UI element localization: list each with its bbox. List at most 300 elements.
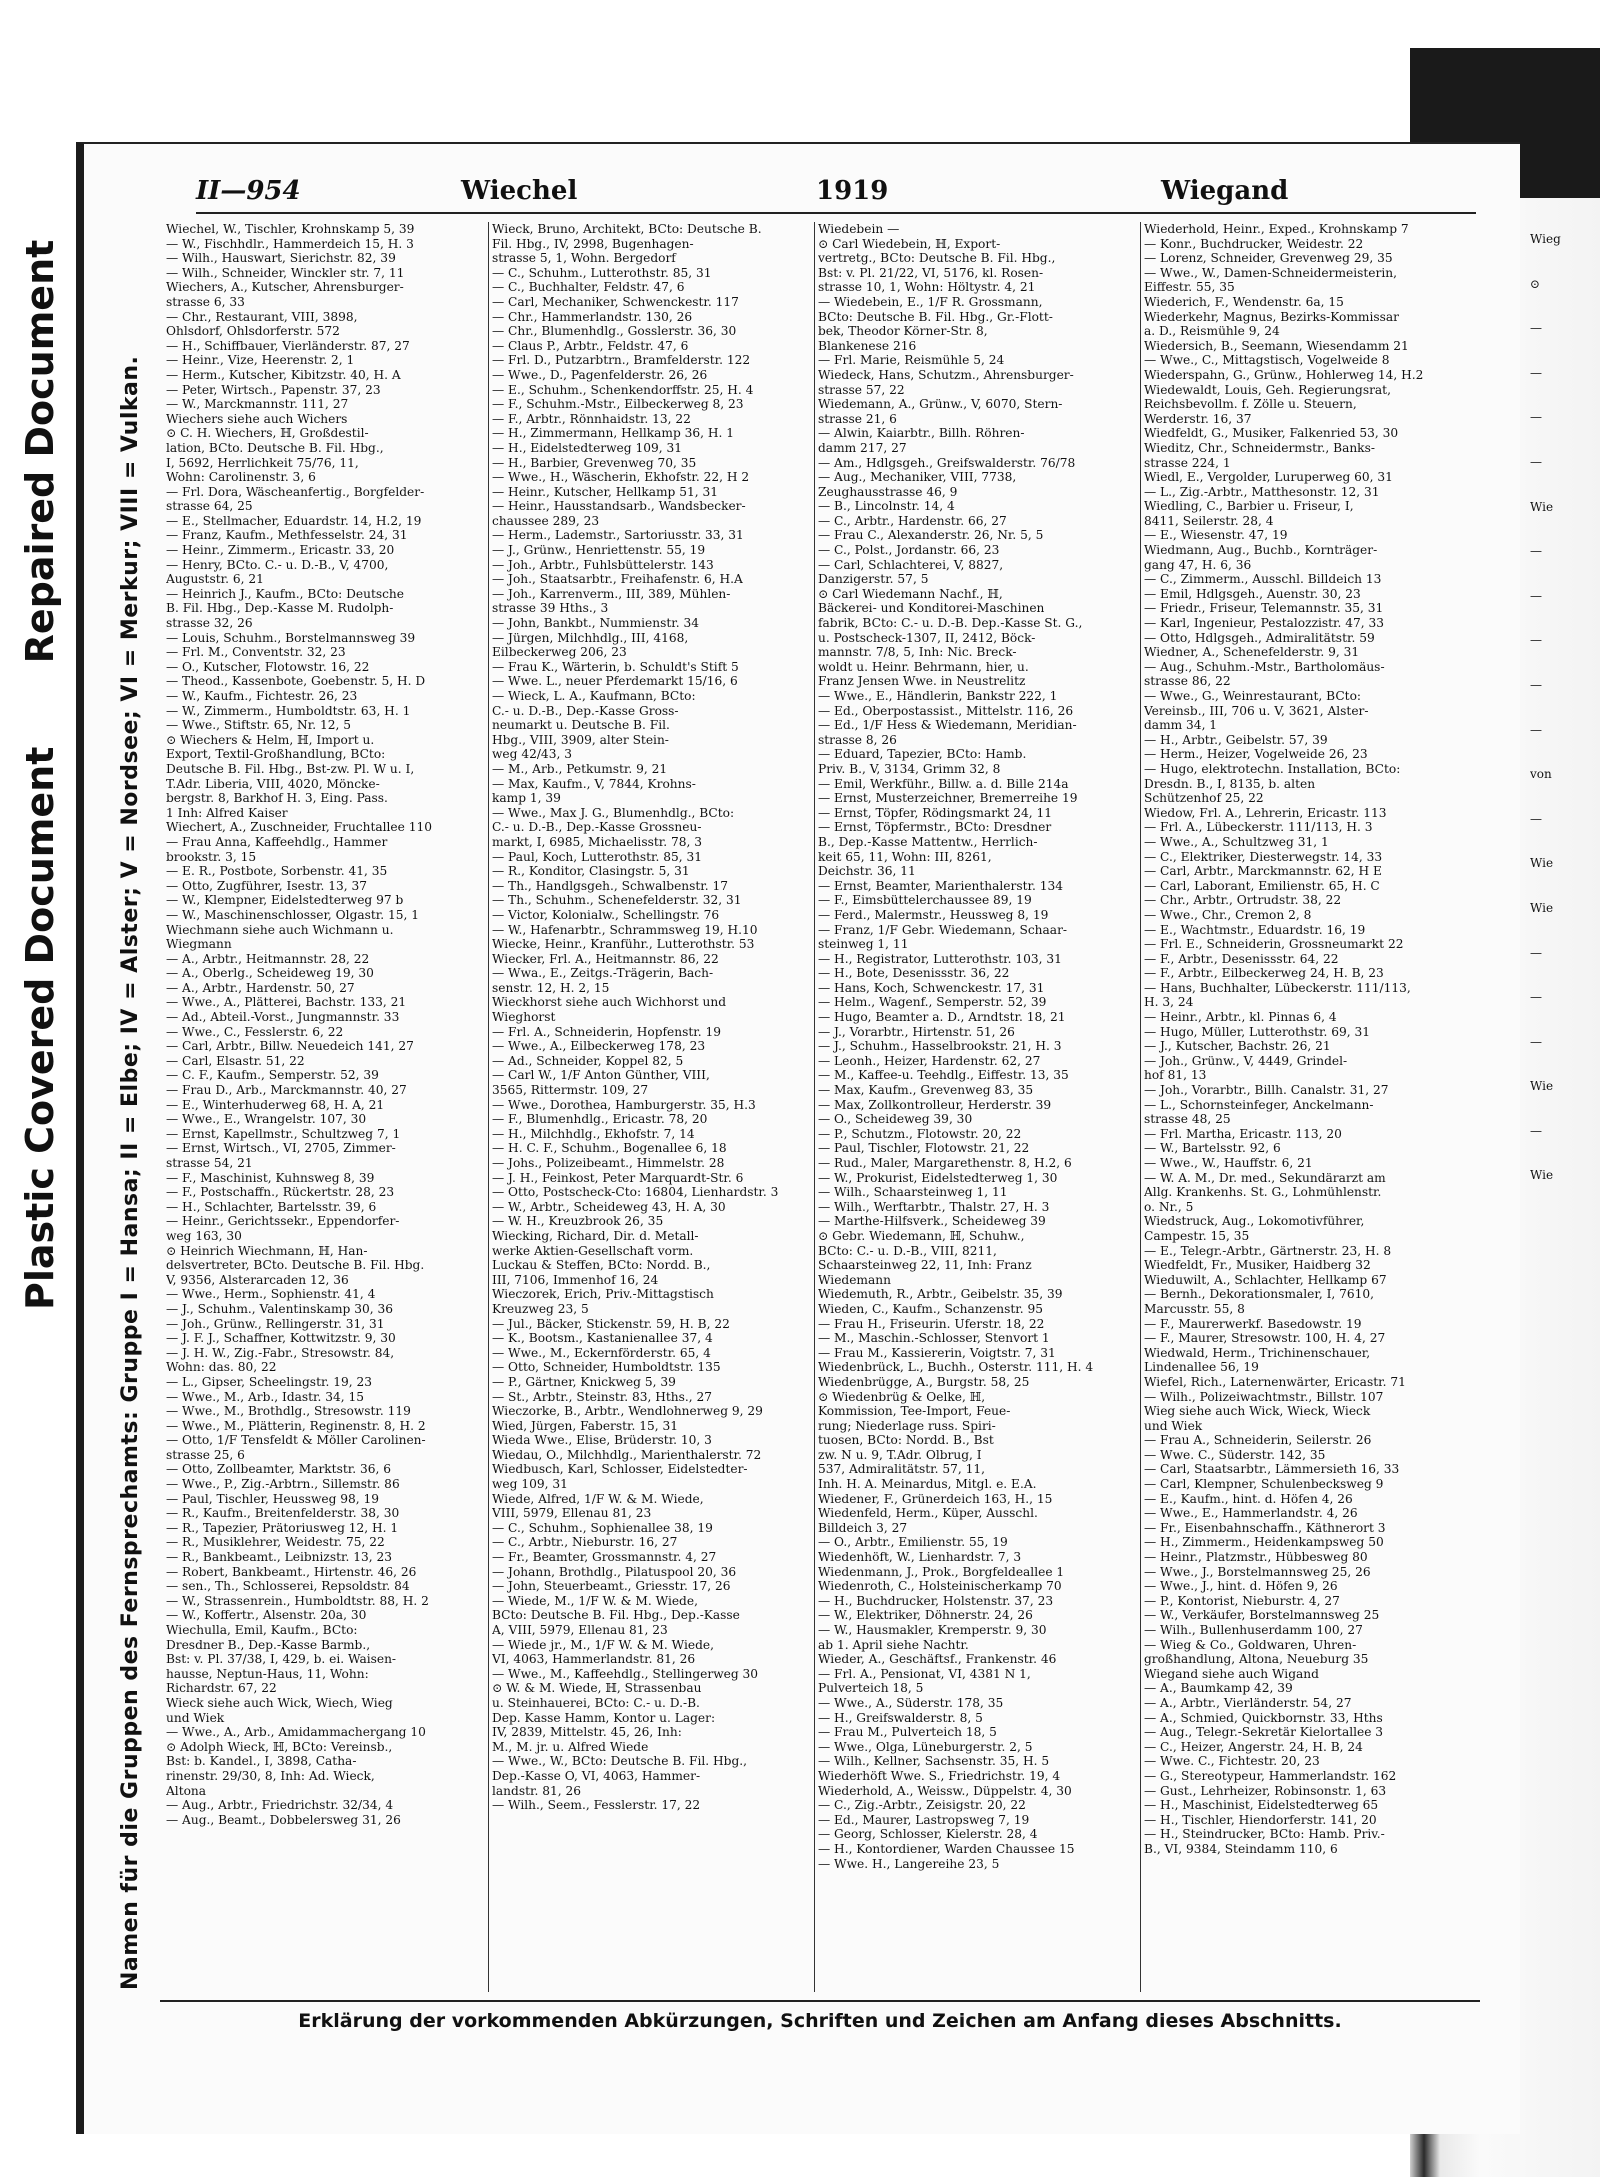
directory-entry: — A., Arbtr., Heitmannstr. 28, 22 [166,951,370,966]
directory-entry: B., VI, 9384, Steindamm 110, 6 [1144,1841,1338,1856]
directory-entry: delsvertreter, BCto. Deutsche B. Fil. Hbg. [166,1258,425,1273]
next-page-fragment: — [1530,365,1542,380]
directory-entry: — E., Kaufm., hint. d. Höfen 4, 26 [1144,1491,1353,1506]
directory-entry: — H., Steindrucker, BCto: Hamb. Priv.- [1144,1827,1385,1842]
directory-entry: — R., Tapezier, Prätoriusweg 12, H. 1 [166,1520,399,1535]
directory-entry: — Marthe-Hilfsverk., Scheideweg 39 [818,1214,1046,1229]
directory-entry: — W., Strassenrein., Humboldtstr. 88, H. 2 [166,1593,429,1608]
directory-entry: Wiedenbrück, L., Buchh., Osterstr. 111, H. 4 [818,1360,1094,1375]
directory-entry: Wiecking, Richard, Dir. d. Metall- [492,1228,699,1243]
directory-entry: steinweg 1, 11 [818,937,909,952]
directory-entry: strasse 25, 6 [166,1447,245,1462]
directory-entry: — F., Arbtr., Eilbeckerweg 24, H. B, 23 [1144,966,1384,981]
directory-entry: — C., Arbtr., Nieburstr. 16, 27 [492,1535,678,1550]
directory-entry: — Max, Kaufm., V, 7844, Krohns- [492,776,696,791]
directory-entry: — J., Vorarbtr., Hirtenstr. 51, 26 [818,1024,1015,1039]
next-page-fragment: — [1530,454,1542,469]
directory-entry: — Ad., Schneider, Koppel 82, 5 [492,1053,684,1068]
next-page-fragment: Wie [1530,856,1554,871]
directory-entry: Wiedl, E., Vergolder, Luruperweg 60, 31 [1144,470,1393,485]
directory-entry: — Paul, Tischler, Flotowstr. 21, 22 [818,1141,1030,1156]
directory-entry: hof 81, 13 [1144,1068,1207,1083]
directory-entry: — Wiede jr., M., 1/F W. & M. Wiede, [492,1637,714,1652]
directory-entry: — L., Zig.-Arbtr., Matthesonstr. 12, 31 [1144,484,1380,499]
directory-entry: — H., Milchhdlg., Ekhofstr. 7, 14 [492,1126,695,1141]
directory-entry: — Eduard, Tapezier, BCto: Hamb. [818,747,1027,762]
directory-entry: — F., Postschaffn., Rückertstr. 28, 23 [166,1185,395,1200]
directory-entry: strasse 39 Hths., 3 [492,601,609,616]
directory-entry: — Carl, Mechaniker, Schwenckestr. 117 [492,294,739,309]
directory-entry: Wieg siehe auch Wick, Wieck, Wieck [1144,1404,1371,1419]
directory-entry: — Claus P., Arbtr., Feldstr. 47, 6 [492,338,689,353]
directory-entry: — Chr., Restaurant, VIII, 3898, [166,309,358,324]
directory-entry: Wieder, A., Geschäftsf., Frankenstr. 46 [818,1652,1057,1667]
directory-entry: — W., Arbtr., Scheideweg 43, H. A, 30 [492,1199,726,1214]
directory-entry: Wieda Wwe., Elise, Brüderstr. 10, 3 [492,1433,712,1448]
directory-entry: neumarkt u. Deutsche B. Fil. [492,718,670,733]
directory-entry: — J., Schuhm., Hasselbrookstr. 21, H. 3 [818,1039,1062,1054]
directory-entry: H. 3, 24 [1144,995,1194,1010]
directory-entry: — Joh., Grünw., Rellingerstr. 31, 31 [166,1316,385,1331]
directory-entry: — Frl. Marie, Reismühle 5, 24 [818,353,1005,368]
directory-entry: Blankenese 216 [818,338,917,353]
directory-entry: — J. H. W., Zig.-Fabr., Stresowstr. 84, [166,1345,395,1360]
directory-entry: — Wwe., A., Eilbeckerweg 178, 23 [492,1039,706,1054]
directory-entry: — C., Zig.-Arbtr., Zeisigstr. 20, 22 [818,1798,1026,1813]
directory-entry: — Ferd., Malermstr., Heussweg 8, 19 [818,907,1049,922]
directory-entry: Lindenallee 56, 19 [1144,1360,1259,1375]
directory-entry: BCto: Deutsche B. Fil. Hbg., Gr.-Flott- [818,309,1053,324]
directory-entry: Wieck siehe auch Wick, Wiech, Wieg [166,1695,393,1710]
directory-entry: — F., Eimsbüttelerchaussee 89, 19 [818,893,1032,908]
directory-entry: — P., Schutzm., Flotowstr. 20, 22 [818,1126,1022,1141]
directory-entry: Vereinsb., III, 706 u. V, 3621, Alster- [1144,703,1369,718]
directory-entry: — Heinr., Arbtr., kl. Pinnas 6, 4 [1144,1010,1337,1025]
directory-entry: — Johann, Brothdlg., Pilatuspool 20, 36 [492,1564,737,1579]
column-3 [818,222,1136,1987]
directory-entry: — H., Zimmerm., Heidenkampsweg 50 [1144,1535,1384,1550]
directory-entry: strasse 57, 22 [818,382,905,397]
directory-entry: — Wwe., M., Plätterin, Reginenstr. 8, H. 2 [166,1418,426,1433]
directory-entry: — Herm., Kutscher, Kibitzstr. 40, H. A [166,367,401,382]
directory-entry: — F., Maschinist, Kuhnsweg 8, 39 [166,1170,375,1185]
directory-entry: — Bernh., Dekorationsmaler, I, 7610, [1144,1287,1375,1302]
next-page-fragment: von [1530,767,1552,782]
directory-entry: Wiedbusch, Karl, Schlosser, Eidelstedter- [492,1462,748,1477]
directory-entry: Wiedenfeld, Herm., Küper, Ausschl. [818,1506,1038,1521]
directory-entry: — Leonh., Heizer, Hardenstr. 62, 27 [818,1053,1041,1068]
directory-entry: — Wwe., Dorothea, Hamburgerstr. 35, H.3 [492,1097,756,1112]
directory-entry: — Wwe., C., Mittagstisch, Vogelweide 8 [1144,353,1390,368]
directory-entry: — Wwe., J., Borstelmannsweg 25, 26 [1144,1564,1371,1579]
directory-entry: — W., Marckmannstr. 111, 27 [166,397,349,412]
directory-entry: weg 109, 31 [492,1477,568,1492]
next-page-fragment: — [1530,945,1542,960]
directory-entry: Wieczorke, B., Arbtr., Wendlohnerweg 9, 29 [492,1404,763,1419]
directory-entry: — Wwe. C., Süderstr. 142, 35 [1144,1447,1326,1462]
directory-entry: — H., Greifswalderstr. 8, 5 [818,1710,983,1725]
directory-entry: — M., Kaffee-u. Teehdlg., Eiffestr. 13, 35 [818,1068,1069,1083]
directory-entry: rung; Niederlage russ. Spiri- [818,1418,996,1433]
directory-entry: landstr. 81, 26 [492,1783,581,1798]
header-from-name: Wiechel [461,176,578,206]
directory-entry: — C., Arbtr., Hardenstr. 66, 27 [818,513,1007,528]
directory-entry: Wohn: das. 80, 22 [166,1360,277,1375]
directory-entry: BCto: C.- u. D.-B., VIII, 8211, [818,1243,997,1258]
directory-entry: — John, Bankbt., Nummienstr. 34 [492,616,699,631]
directory-entry: Wiedow, Frl. A., Lehrerin, Ericastr. 113 [1144,805,1387,820]
directory-entry: — Aug., Mechaniker, VIII, 7738, [818,470,1017,485]
directory-entry: Fil. Hbg., IV, 2998, Bugenhagen- [492,236,694,251]
page-number: II—954 [196,176,301,206]
directory-entry: — Wilh., Schneider, Winckler str. 7, 11 [166,265,405,280]
directory-entry: — Carl, Schlachterei, V, 8827, [818,557,1004,572]
next-page-fragment: — [1530,811,1542,826]
directory-entry: — Ernst, Töpfer, Rödingsmarkt 24, 11 [818,805,1052,820]
directory-entry: 3565, Rittermstr. 109, 27 [492,1083,649,1098]
column-rule [488,222,489,1992]
directory-entry: Luckau & Steffen, BCto: Nordd. B., [492,1258,711,1273]
directory-entry: ⊙ C. H. Wiechers, ℍ, Großdestil- [166,426,369,441]
directory-entry: — Carl, Elsastr. 51, 22 [166,1053,305,1068]
directory-entry: ⊙ Wiedenbrüg & Oelke, ℍ, [818,1389,986,1404]
directory-entry: I, 5692, Herrlichkeit 75/76, 11, [166,455,359,470]
column-rule [814,222,815,1992]
directory-entry: — Frau M., Pulverteich 18, 5 [818,1725,997,1740]
directory-entry: V, 9356, Alsterarcaden 12, 36 [166,1272,349,1287]
directory-entry: u. Steinhauerei, BCto: C.- u. D.-B. [492,1695,700,1710]
next-page-fragment: — [1530,633,1542,648]
directory-entry: Wieckhorst siehe auch Wichhorst und [492,995,727,1010]
spine-labels [18,110,62,1310]
directory-entry: mannstr. 7/8, 5, Inh: Nic. Breck- [818,645,1017,660]
directory-entry: — Helm., Wagenf., Semperstr. 52, 39 [818,995,1047,1010]
directory-entry: Wiechers, A., Kutscher, Ahrensburger- [166,280,404,295]
directory-entry: — Ernst, Kapellmstr., Schultzweg 7, 1 [166,1126,401,1141]
directory-entry: — A., Schmied, Quickbornstr. 33, Hths [1144,1710,1383,1725]
directory-entry: — Emil, Hdlgsgeh., Auenstr. 30, 23 [1144,586,1361,601]
directory-entry: — H., Arbtr., Geibelstr. 57, 39 [1144,732,1328,747]
directory-entry: — W. A. M., Dr. med., Sekundärarzt am [1144,1170,1386,1185]
directory-entry: — Frau M., Kassiererin, Voigtstr. 7, 31 [818,1345,1056,1360]
directory-entry: — Jürgen, Milchhdlg., III, 4168, [492,630,689,645]
directory-entry: weg 42/43, 3 [492,747,572,762]
directory-entry: ⊙ Adolph Wieck, ℍ, BCto: Vereinsb., [166,1739,393,1754]
directory-entry: — Frl. D., Putzarbtrn., Bramfelderstr. 122 [492,353,751,368]
directory-entry: Wiedener, F., Grünerdeich 163, H., 15 [818,1491,1053,1506]
directory-entry: — Wilh., Seem., Fesslerstr. 17, 22 [492,1798,701,1813]
directory-entry: — Frl. M., Conventstr. 32, 23 [166,645,346,660]
directory-entry: — W., Hafenarbtr., Schrammsweg 19, H.10 [492,922,758,937]
directory-entry: — Carl, Arbtr., Billw. Neuedeich 141, 27 [166,1039,414,1054]
directory-entry: — Aug., Beamt., Dobbelersweg 31, 26 [166,1812,401,1827]
directory-entry: — E. R., Postbote, Sorbenstr. 41, 35 [166,864,388,879]
directory-entry: — J., Grünw., Henriettenstr. 55, 19 [492,543,706,558]
directory-entry: — Wwe., Herm., Sophienstr. 41, 4 [166,1287,376,1302]
directory-entry: — Wwe., D., Pagenfelderstr. 26, 26 [492,367,708,382]
directory-entry: Deutsche B. Fil. Hbg., Bst-zw. Pl. W u. I, [166,761,415,776]
directory-entry: — Otto, Schneider, Humboldtstr. 135 [492,1360,721,1375]
directory-entry: Dresdner B., Dep.-Kasse Barmb., [166,1637,371,1652]
directory-entry: Wiedeck, Hans, Schutzm., Ahrensburger- [818,367,1074,382]
directory-entry: strasse 8, 26 [818,732,897,747]
directory-entry: — Joh., Karrenverm., III, 389, Mühlen- [492,586,731,601]
directory-entry: Bst: b. Kandel., I, 3898, Catha- [166,1754,357,1769]
directory-entry: — J. F. J., Schaffner, Kottwitzstr. 9, 30 [166,1331,396,1346]
directory-entry: Wiederspahn, G., Grünw., Hohlerweg 14, H.2 [1144,367,1424,382]
directory-entry: — Gust., Lehrheizer, Robinsonstr. 1, 63 [1144,1783,1387,1798]
directory-entry: — B., Lincolnstr. 14, 4 [818,499,955,514]
directory-entry: und Wiek [1144,1418,1203,1433]
directory-entry: Marcusstr. 55, 8 [1144,1301,1245,1316]
directory-entry: — Wwe., G., Weinrestaurant, BCto: [1144,689,1362,703]
directory-entry: Pulverteich 18, 5 [818,1681,924,1696]
directory-entry: — Rud., Maler, Margarethenstr. 8, H.2, 6 [818,1156,1072,1170]
directory-entry: vertretg., BCto: Deutsche B. Fil. Hbg., [818,251,1056,266]
directory-entry: — H., Schiffbauer, Vierländerstr. 87, 27 [166,338,410,353]
directory-entry: — C. F., Kaufm., Semperstr. 52, 39 [166,1068,379,1083]
directory-entry: — Joh., Grünw., V, 4449, Grindel- [1144,1053,1348,1068]
directory-entry: — Otto, Zugführer, Isestr. 13, 37 [166,878,367,893]
directory-entry: — Robert, Bankbeamt., Hirtenstr. 46, 26 [166,1564,417,1579]
directory-entry: 8411, Seilerstr. 28, 4 [1144,513,1274,528]
directory-entry: IV, 2839, Mittelstr. 45, 26, Inh: [492,1725,682,1740]
directory-entry: — Wwe., A., Arb., Amidammachergang 10 [166,1725,426,1740]
directory-entry: Bäckerei- und Konditorei-Maschinen [818,601,1045,616]
directory-entry: — W. H., Kreuzbrook 26, 35 [492,1214,664,1229]
directory-entry: — Hugo, Müller, Lutterothstr. 69, 31 [1144,1024,1371,1039]
directory-entry: — W., Zimmerm., Humboldtstr. 63, H. 1 [166,703,411,718]
directory-entry: Wiedfeldt, G., Musiker, Falkenried 53, 30 [1144,426,1399,441]
directory-entry: Priv. B., V, 3134, Grimm 32, 8 [818,761,1001,776]
directory-entry: kamp 1, 39 [492,791,561,806]
directory-entry: — H. C. F., Schuhm., Bogenallee 6, 18 [492,1141,727,1156]
directory-entry: — Carl, Klempner, Schulenbecksweg 9 [1144,1477,1384,1492]
directory-entry: — Carl, Arbtr., Marckmannstr. 62, H E [1144,864,1382,879]
directory-entry: Bst: v. Pl. 21/22, VI, 5176, kl. Rosen- [818,265,1044,280]
directory-entry: — M., Arb., Petkumstr. 9, 21 [492,761,668,776]
directory-entry: Kreuzweg 23, 5 [492,1301,589,1316]
directory-entry: — Otto, 1/F Tensfeldt & Möller Carolinen- [166,1433,426,1448]
directory-entry: — H., Tischler, Hiendorferstr. 141, 20 [1144,1812,1377,1827]
directory-entry: damm 217, 27 [818,440,907,455]
directory-entry: strasse 32, 26 [166,616,253,631]
directory-entry: gang 47, H. 6, 36 [1144,557,1252,572]
directory-entry: Hbg., VIII, 3909, alter Stein- [492,732,669,747]
directory-entry: und Wiek [166,1710,225,1725]
next-page-fragment: — [1530,1034,1542,1049]
directory-entry: — Wwe., M., Arb., Idastr. 34, 15 [166,1389,365,1404]
directory-entry: — Heinr., Zimmerm., Ericastr. 33, 20 [166,543,395,558]
directory-entry: — Hans, Buchhalter, Lübeckerstr. 111/113, [1144,980,1411,995]
directory-entry: — Wwe., M., Eckernförderstr. 65, 4 [492,1345,711,1360]
next-page-fragment: — [1530,588,1542,603]
directory-entry: weg 163, 30 [166,1228,242,1243]
directory-entry: Bst: v. Pl. 37/38, I, 429, b. ei. Waisen- [166,1652,397,1667]
directory-entry: BCto: Deutsche B. Fil. Hbg., Dep.-Kasse [492,1608,740,1623]
directory-entry: — A., Arbtr., Vierländerstr. 54, 27 [1144,1695,1352,1710]
directory-entry: ab 1. April siehe Nachtr. [818,1637,969,1652]
directory-entry: bek, Theodor Körner-Str. 8, [818,324,988,339]
directory-entry: — F., Schuhm.-Mstr., Eilbeckerweg 8, 23 [492,397,744,412]
directory-entry: ⊙ Carl Wiedemann Nachf., ℍ, [818,586,1003,601]
directory-entry: — E., Winterhuderweg 68, H. A, 21 [166,1097,385,1112]
directory-entry: — Wilh., Schaarsteinweg 1, 11 [818,1185,1008,1200]
directory-entry: 1 Inh: Alfred Kaiser [166,805,288,820]
directory-entry: — E., Wachtmstr., Eduardstr. 16, 19 [1144,922,1366,937]
directory-entry: — Frau C., Alexanderstr. 26, Nr. 5, 5 [818,528,1044,543]
directory-entry: — Wwe., W., BCto: Deutsche B. Fil. Hbg., [492,1754,748,1769]
directory-entry: — Carl, Staatsarbtr., Lämmersieth 16, 33 [1144,1462,1400,1477]
directory-entry: — Wwa., E., Zeitgs.-Trägerin, Bach- [492,966,714,981]
directory-entry: hausse, Neptun-Haus, 11, Wohn: [166,1666,369,1681]
directory-entry: — R., Konditor, Clasingstr. 5, 31 [492,864,690,879]
directory-entry: — Wiede, M., 1/F W. & M. Wiede, [492,1593,698,1608]
directory-entry: — Wiedebein, E., 1/F R. Grossmann, [818,294,1043,309]
directory-entry: — P., Gärtner, Knickweg 5, 39 [492,1374,676,1389]
directory-entry: — H., Bote, Desenissstr. 36, 22 [818,966,1010,981]
directory-entry: a. D., Reismühle 9, 24 [1144,324,1280,339]
directory-entry: — Herm., Lademstr., Sartoriusstr. 33, 31 [492,528,744,543]
directory-entry: — Herm., Heizer, Vogelweide 26, 23 [1144,747,1368,762]
directory-entry: Wiedemuth, R., Arbtr., Geibelstr. 35, 39 [818,1287,1063,1302]
directory-entry: ⊙ Carl Wiedebein, ℍ, Export- [818,236,1001,251]
directory-entry: — Wwe., A., Schultzweg 31, 1 [1144,834,1329,849]
directory-entry: — L., Gipser, Scheelingstr. 19, 23 [166,1374,372,1389]
directory-entry: — Louis, Schuhm., Borstelmannsweg 39 [166,630,416,645]
directory-entry: — Aug., Telegr.-Sekretär Kielortallee 3 [1144,1725,1384,1740]
directory-entry: strasse 6, 33 [166,294,245,309]
directory-entry: — Wwe. H., Langereihe 23, 5 [818,1856,1000,1871]
directory-entry: — C., Heizer, Angerstr. 24, H. B, 24 [1144,1739,1363,1754]
directory-entry: Wiedfeldt, Fr., Musiker, Haidberg 32 [1144,1258,1371,1273]
directory-entry: Dep. Kasse Hamm, Kontor u. Lager: [492,1710,716,1725]
directory-entry: — Ernst, Musterzeichner, Bremerreihe 19 [818,791,1078,806]
directory-entry: — Peter, Wirtsch., Papenstr. 37, 23 [166,382,381,397]
directory-entry: — Ernst, Wirtsch., VI, 2705, Zimmer- [166,1141,396,1156]
directory-entry: — Am., Hdlgsgeh., Greifswalderstr. 76/78 [818,455,1076,470]
directory-entry: — C., Elektriker, Diesterwegstr. 14, 33 [1144,849,1383,864]
next-page-fragment: — [1530,1123,1542,1138]
directory-entry: — Chr., Hammerlandstr. 130, 26 [492,309,693,324]
directory-entry: — Ed., Maurer, Lastropsweg 7, 19 [818,1812,1030,1827]
directory-entry: — O., Scheideweg 39, 30 [818,1112,973,1127]
directory-entry: — Otto, Zollbeamter, Marktstr. 36, 6 [166,1462,391,1477]
directory-entry: — Wwe., E., Hammerlandstr. 4, 26 [1144,1506,1358,1521]
directory-entry: — Hugo, elektrotechn. Installation, BCto: [1144,761,1401,776]
directory-entry: — Wilh., Bullenhuserdamm 100, 27 [1144,1623,1363,1637]
directory-entry: — Wwe., E., Wrangelstr. 107, 30 [166,1112,367,1127]
directory-entry: — Wwe., P., Zig.-Arbtrn., Sillemstr. 86 [166,1477,400,1492]
directory-entry: — Wwe. L., neuer Pferdemarkt 15/16, 6 [492,674,738,689]
directory-entry: Wiegand siehe auch Wigand [1144,1666,1319,1681]
directory-entry: — Joh., Vorarbtr., Billh. Canalstr. 31, 27 [1144,1083,1389,1098]
directory-entry: — Joh., Arbtr., Fuhlsbüttelerstr. 143 [492,557,714,572]
directory-entry: Wiederhold, Heinr., Exped., Krohnskamp 7 [1144,222,1409,236]
directory-entry: Dep.-Kasse O, VI, 4063, Hammer- [492,1768,701,1783]
directory-entry: Wiedwald, Herm., Trichinenschauer, [1144,1345,1371,1360]
directory-entry: — H., Eidelstedterweg 109, 31 [492,440,682,455]
directory-entry: Wiegmann [166,937,232,952]
directory-entry: — sen., Th., Schlosserei, Repsoldstr. 84 [166,1579,410,1594]
directory-entry: — Aug., Schuhm.-Mstr., Bartholomäus- [1144,659,1385,674]
directory-entry: — Frau A., Schneiderin, Seilerstr. 26 [1144,1433,1372,1448]
directory-entry: — W., Prokurist, Eidelstedterweg 1, 30 [818,1170,1058,1185]
next-page-fragment: — [1530,410,1542,425]
directory-entry: — Ed., Oberpostassist., Mittelstr. 116, 26 [818,703,1074,718]
next-page-fragment: Wieg [1530,232,1561,246]
directory-entry: — Frl. A., Lübeckerstr. 111/113, H. 3 [1144,820,1373,835]
column-rule [1140,222,1141,1992]
directory-entry: B., Dep.-Kasse Mattentw., Herrlich- [818,834,1038,849]
directory-entry: — Heinrich J., Kaufm., BCto: Deutsche [166,586,404,601]
directory-entry: Wieck, Bruno, Architekt, BCto: Deutsche B. [492,222,762,236]
directory-entry: VIII, 5979, Ellenau 81, 23 [492,1506,652,1521]
directory-entry: — E., Telegr.-Arbtr., Gärtnerstr. 23, H. 8 [1144,1243,1392,1258]
directory-entry: Wiedebein — [818,222,900,236]
directory-entry: Wiedenhöft, W., Lienhardstr. 7, 3 [818,1550,1022,1565]
directory-entry: — Heinr., Vize, Heerenstr. 2, 1 [166,353,355,368]
next-page-strip [1530,232,1590,1213]
directory-entry: — W., Elektriker, Döhnerstr. 24, 26 [818,1608,1033,1623]
directory-entry: strasse 10, 1, Wohn: Höltystr. 4, 21 [818,280,1036,295]
directory-entry: strasse 64, 25 [166,499,253,514]
directory-entry: — F., Arbtr., Rönnhaidstr. 13, 22 [492,411,691,426]
directory-entry: — Heinr., Hausstandsarb., Wandsbecker- [492,499,746,514]
directory-entry: fabrik, BCto: C.- u. D.-B. Dep.-Kasse St. G., [818,616,1083,631]
directory-entry: o. Nr., 5 [1144,1199,1194,1214]
directory-entry: — Th., Schuhm., Schenefelderstr. 32, 31 [492,893,742,908]
directory-entry: Wiedling, C., Barbier u. Friseur, I, [1144,499,1354,514]
directory-entry: rinenstr. 29/30, 8, Inh: Ad. Wieck, [166,1768,375,1783]
directory-entry: — R., Musiklehrer, Weidestr. 75, 22 [166,1535,385,1550]
directory-entry: — Wwe., E., Händlerin, Bankstr 222, 1 [818,689,1058,703]
header-year: 1919 [816,176,889,206]
directory-entry: markt, I, 6985, Michaelisstr. 78, 3 [492,834,702,849]
directory-entry: Wiedenmann, J., Prok., Borgfeldeallee 1 [818,1564,1065,1579]
next-page-fragment: ⊙ [1530,276,1541,291]
next-page-fragment: — [1530,990,1542,1005]
directory-entry: — M., Maschin.-Schlosser, Stenvort 1 [818,1331,1050,1346]
directory-entry: Allg. Krankenhs. St. G., Lohmühlenstr. [1144,1185,1382,1200]
directory-entry: — C., Polst., Jordanstr. 66, 23 [818,543,1000,558]
directory-entry: Wiedemann [818,1272,891,1287]
directory-entry: Wohn: Carolinenstr. 3, 6 [166,470,316,485]
directory-entry: Wieditz, Chr., Schneidermstr., Banks- [1144,440,1375,455]
directory-entry: Wiedemann, A., Grünw., V, 6070, Stern- [818,397,1063,412]
directory-entry: — Chr., Blumenhdlg., Gosslerstr. 36, 30 [492,324,737,339]
directory-entry: — J. H., Feinkost, Peter Marquardt-Str. 6 [492,1170,744,1185]
next-page-fragment: Wie [1530,499,1554,514]
directory-entry: woldt u. Heinr. Behrmann, hier, u. [818,659,1029,674]
directory-entry: — W., Klempner, Eidelstedterweg 97 b [166,893,404,908]
directory-entry: Richardstr. 67, 22 [166,1681,277,1696]
directory-entry: — Carl, Laborant, Emilienstr. 65, H. C [1144,878,1380,893]
directory-entry: — Wilh., Polizeiwachtmstr., Billstr. 107 [1144,1389,1384,1404]
directory-entry: — Frau K., Wärterin, b. Schuldt's Stift 5 [492,659,739,674]
directory-entry: keit 65, 11, Wohn: III, 8261, [818,849,992,864]
directory-entry: — Wwe., Stiftstr. 65, Nr. 12, 5 [166,718,351,733]
directory-entry: — E., Schuhm., Schenkendorffstr. 25, H. 4 [492,382,754,397]
directory-entry: — H., Schlachter, Bartelsstr. 39, 6 [166,1199,377,1214]
directory-entry: strasse 48, 25 [1144,1112,1231,1127]
directory-entry: Werderstr. 16, 37 [1144,411,1252,426]
directory-entry: Wiederich, F., Wendenstr. 6a, 15 [1144,294,1344,309]
directory-entry: — Frau D., Arb., Marckmannstr. 40, 27 [166,1083,407,1098]
directory-entry: Eilbeckerweg 206, 23 [492,645,627,660]
directory-entry: Zeughausstrasse 46, 9 [818,484,958,499]
directory-entry: Wiecker, Frl. A., Heitmannstr. 86, 22 [492,951,719,966]
